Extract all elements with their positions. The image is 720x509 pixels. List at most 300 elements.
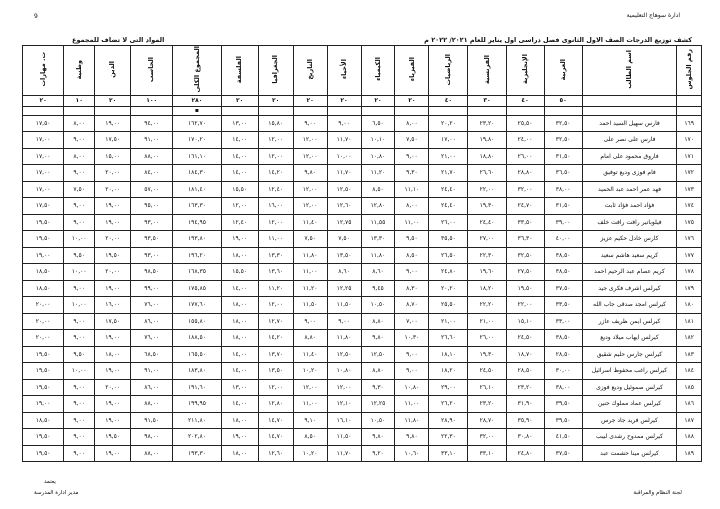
student-row: [23, 396, 702, 413]
grade-cell: ١٨,٠٠: [221, 330, 258, 347]
student-name-cell: فام فوزى وديع توفيق: [582, 165, 677, 182]
grade-cell: ١٩٩,٩٥: [173, 396, 221, 413]
grade-cell: ١٢,٨٠: [258, 396, 293, 413]
grade-cell: ١٨,٠٠: [221, 412, 258, 429]
grade-cell: ٨,٥٠: [395, 247, 429, 264]
grade-cell: ٢٤,٤٠: [429, 198, 468, 215]
grade-cell: ٩,٠٠: [64, 132, 95, 149]
grade-cell: ٢١,٠٠: [429, 313, 468, 330]
grade-cell: ٣٩,٥٠: [544, 412, 582, 429]
grade-cell: ١٦٢,٧٠: [173, 115, 221, 132]
grade-cell: ٢٨,٥٠: [506, 363, 544, 380]
grade-cell: ٣٠: [468, 95, 506, 106]
grade-cell: ١٩,٠٠: [95, 214, 131, 231]
grade-cell: ١٢,٠٠: [258, 297, 293, 314]
grade-cell: ١٩,٠٠: [95, 115, 131, 132]
grade-cell: ١٨,٥٠: [23, 412, 64, 429]
grade-cell: ١٩,٨٠: [468, 132, 506, 149]
student-row: [23, 115, 702, 132]
student-row: [23, 247, 702, 264]
grade-cell: [544, 106, 582, 115]
grade-cell: ١١,٥٠: [293, 297, 327, 314]
grade-cell: ٨,٥٠: [293, 429, 327, 446]
grade-cell: ٢٠,٠٠: [95, 264, 131, 281]
grade-cell: ٢٤,٠٠: [506, 132, 544, 149]
grade-cell: ١٣,٣٠: [258, 247, 293, 264]
grade-cell: ٩,٣٠: [395, 165, 429, 182]
grade-cell: ١٠,٨٠: [395, 379, 429, 396]
grade-cell: ١٨,٨٠: [468, 148, 506, 165]
grade-cell: ١٨٣,٨٠: [173, 363, 221, 380]
grade-cell: [258, 106, 293, 115]
grade-cell: ١٨,٠٠: [221, 247, 258, 264]
grade-cell: ١٦٣,٣٠: [173, 198, 221, 215]
grade-cell: ١٩,٥٠: [95, 429, 131, 446]
student-name-cell: كيرلس ممدوح رشدى لبيب: [582, 429, 677, 446]
grade-cell: ١٩٣,٨٠: [173, 231, 221, 248]
column-header: [395, 46, 429, 96]
grade-cell: ٩,٠٠: [64, 412, 95, 429]
grade-cell: ٨,٦٠: [327, 264, 361, 281]
grade-cell: ٩,٨٠: [361, 330, 395, 347]
grade-cell: ١٤,٠٠: [221, 346, 258, 363]
student-name-cell: كيرلس عماد مملوك حنين: [582, 396, 677, 413]
grade-cell: ١٩,٦٠: [468, 264, 506, 281]
grade-cell: ٣٦,٥٠: [544, 165, 582, 182]
grade-cell: ١١,٠٠: [395, 396, 429, 413]
student-name-cell: كريم سعيد هاشم سعيد: [582, 247, 677, 264]
grade-cell: ١٠,٢٠: [293, 445, 327, 462]
seat-number-cell: ١٧٨: [677, 264, 702, 281]
grade-cell: ٢٨,٥٠: [544, 346, 582, 363]
student-row: [23, 363, 702, 380]
grade-cell: ١٨,٢٠: [429, 363, 468, 380]
column-header: [64, 46, 95, 96]
grade-cell: ٩١,٠٠: [131, 132, 173, 149]
grade-cell: ٣٣,١٠: [468, 445, 506, 462]
grade-cell: ١٠,٥٠: [361, 412, 395, 429]
grade-cell: ١٠,٠٠: [64, 231, 95, 248]
grade-cell: [95, 106, 131, 115]
grade-cell: ٢٢,٠٠: [506, 297, 544, 314]
grade-cell: ٢٠,٠٠: [23, 313, 64, 330]
student-row: [23, 297, 702, 314]
grade-cell: ٣٥,٩٠: [506, 412, 544, 429]
grade-cell: ١٠,٣٠: [395, 330, 429, 347]
grade-cell: ١٧,٠٠: [23, 148, 64, 165]
grade-cell: ٢٠,٠٠: [23, 297, 64, 314]
grade-cell: ٣٧,٥٠: [544, 445, 582, 462]
column-header-label: الفيزياء: [407, 57, 416, 82]
column-header-label: العربية: [558, 58, 567, 80]
grade-cell: ٧٦,٠٠: [131, 330, 173, 347]
column-header-label: الأحياء: [339, 59, 348, 80]
grade-cell: ٢٥,٥٠: [506, 115, 544, 132]
grade-cell: ١٩,٥٠: [23, 214, 64, 231]
grade-cell: ٣٠,٨٠: [506, 429, 544, 446]
seat-number-cell: ١٧١: [677, 148, 702, 165]
grade-cell: ٥٠: [544, 95, 582, 106]
grade-cell: ٨,٠٠: [64, 148, 95, 165]
grade-cell: ١١,٠٠: [395, 214, 429, 231]
grade-cell: ١٠,٨٠: [361, 148, 395, 165]
grade-cell: ٩,٨٠: [361, 429, 395, 446]
column-header-label: الرياضيات: [444, 53, 453, 86]
grade-cell: ١٧,٠٠: [23, 181, 64, 198]
grade-cell: ١١,٠٠: [293, 396, 327, 413]
grade-cell: ٨,٨٠: [361, 313, 395, 330]
grade-cell: ٩,٠٠: [64, 445, 95, 462]
grade-cell: ١٣,٠٠: [221, 115, 258, 132]
grade-cell: ٢٦,٠٠: [468, 330, 506, 347]
grade-cell: ٢٠: [95, 95, 131, 106]
grade-cell: ١٩,٥٠: [23, 429, 64, 446]
grade-cell: ٢٠,٠٠: [95, 231, 131, 248]
grade-cell: ١٩,٥٠: [23, 363, 64, 380]
student-name-cell: فيلوباتير رافت رافت خلف: [582, 214, 677, 231]
grade-cell: ٢٤,٥٠: [506, 330, 544, 347]
approval-label: يعتمد: [44, 479, 56, 485]
grade-cell: ٩,٠٠: [395, 264, 429, 281]
grade-cell: ١٢,٠٠: [293, 379, 327, 396]
grade-cell: ١٢,٦٠: [327, 198, 361, 215]
committee-label: لجنة النظام والمراقبة: [633, 490, 682, 496]
grade-cell: ٥٧,٠٠: [131, 181, 173, 198]
grade-cell: ١٢,٨٠: [361, 198, 395, 215]
grade-cell: ١١,٧٠: [327, 445, 361, 462]
grade-cell: ٢٢,٣٠: [429, 429, 468, 446]
grade-cell: ١٢,٠٠: [258, 148, 293, 165]
seat-number-cell: ١٧٣: [677, 181, 702, 198]
grade-cell: ٢٠: [23, 95, 64, 106]
column-header: [23, 46, 64, 96]
grade-cell: ٦,٥٠: [361, 115, 395, 132]
grade-cell: ٢٠,٠٠: [95, 181, 131, 198]
grade-cell: ٩,٨٠: [293, 165, 327, 182]
grade-cell: ٢٣,٢٠: [468, 115, 506, 132]
grade-cell: ١٠,٨٠: [327, 363, 361, 380]
grade-cell: ١٩,٠٠: [95, 198, 131, 215]
grade-cell: ٣٣,٥٠: [544, 297, 582, 314]
grade-cell: ٢٦,٦٠: [429, 330, 468, 347]
grade-cell: [506, 106, 544, 115]
column-header-label: التاريخ: [305, 58, 314, 80]
student-row: [23, 429, 702, 446]
grade-cell: ١١,٥٠: [327, 429, 361, 446]
grade-cell: ٨,٨٠: [361, 363, 395, 380]
column-header-label: ت. مهارات: [38, 52, 47, 87]
grade-cell: ١٩,٠٠: [95, 280, 131, 297]
grade-cell: ٢٢,٢٠: [468, 297, 506, 314]
grade-cell: ٣٨,٥٠: [544, 264, 582, 281]
grade-cell: ٣٣,٠٠: [544, 313, 582, 330]
grade-cell: ١٢,٠٠: [293, 148, 327, 165]
student-row: [23, 231, 702, 248]
grade-cell: ٢٢,٠٠: [468, 181, 506, 198]
grade-cell: ١٢,٥٠: [361, 346, 395, 363]
grade-cell: ١٤,٢٠: [258, 330, 293, 347]
grade-cell: ٩,١٠: [293, 412, 327, 429]
grade-cell: ٦٨,٥٠: [131, 346, 173, 363]
grade-cell: ٩,٠٠: [395, 346, 429, 363]
grade-cell: ٩,٠٠: [293, 313, 327, 330]
grade-cell: ٩,٠٠: [64, 214, 95, 231]
grade-cell: ١١,٨٠: [293, 247, 327, 264]
student-row: [23, 132, 702, 149]
grade-cell: ١٩,٥٠: [23, 445, 64, 462]
column-header: [258, 46, 293, 96]
student-name-cell: [582, 106, 677, 115]
student-name-cell: كيرلس فريد جاد جرس: [582, 412, 677, 429]
student-row: [23, 330, 702, 347]
grade-cell: ٣٨,٠٠: [544, 181, 582, 198]
grade-cell: ٢٠: [327, 95, 361, 106]
grade-cell: ١١,٧٠: [327, 165, 361, 182]
student-row: [23, 148, 702, 165]
grade-cell: ٩٤,٠٠: [131, 115, 173, 132]
grade-cell: ٤٠: [506, 95, 544, 106]
grade-cell: ١٨٨,٥٠: [173, 330, 221, 347]
grade-cell: ٨,٠٠: [64, 115, 95, 132]
student-name-cell: فارس سهيل السيد احمد: [582, 115, 677, 132]
student-name-cell: كريم عصام عبد الرحيم احمد: [582, 264, 677, 281]
seat-number-cell: ١٧٠: [677, 132, 702, 149]
grade-cell: ٣٩,٥٠: [544, 396, 582, 413]
grade-cell: ١٢,٥٠: [327, 181, 361, 198]
grade-cell: ٢٦,٦٠: [468, 165, 506, 182]
grade-cell: ٩,٠٠: [64, 330, 95, 347]
grade-cell: ٢٠: [221, 95, 258, 106]
grade-cell: ٤٠: [429, 95, 468, 106]
grade-cell: ١٩,٠٠: [221, 231, 258, 248]
grade-cell: ٣٢,٥٠: [544, 115, 582, 132]
grade-cell: ٢١,٧٠: [429, 165, 468, 182]
grade-cell: ٨,٥٠: [361, 181, 395, 198]
seat-number-cell: ١٧٢: [677, 165, 702, 182]
grade-cell: ٩٩,٠٠: [131, 280, 173, 297]
grade-cell: ٧,٠٠: [395, 313, 429, 330]
grade-cell: ١٩,٥٠: [23, 379, 64, 396]
grade-cell: ٨٦,٠٠: [131, 379, 173, 396]
grade-cell: [221, 106, 258, 115]
grade-cell: ٣٢,٥٠: [506, 247, 544, 264]
student-name-cell: كيرلس ايمن ظريف عازر: [582, 313, 677, 330]
grade-cell: ١٢,٥٠: [327, 346, 361, 363]
grade-cell: ١١,٨٠: [395, 412, 429, 429]
grade-cell: ٩٣,٥٠: [131, 231, 173, 248]
grade-cell: ٨,٠٠: [395, 198, 429, 215]
column-header: [95, 46, 131, 96]
grade-cell: ٨,٠٠: [395, 115, 429, 132]
grade-cell: ٢٤,٤٠: [468, 214, 506, 231]
grade-cell: ٢١١,٨٠: [173, 412, 221, 429]
grade-cell: ٨٤,٠٠: [131, 165, 173, 182]
grade-cell: ١٤,٢٠: [258, 165, 293, 182]
grade-cell: ١٣,٥٠: [327, 247, 361, 264]
grade-cell: ١٠,٢٠: [293, 363, 327, 380]
grade-cell: ٢٥,٥٠: [429, 297, 468, 314]
grade-cell: ٩,٠٠: [327, 313, 361, 330]
grade-cell: ١٩١,٦٠: [173, 379, 221, 396]
student-name-cell: كيرلس اشرف فكرى جيد: [582, 280, 677, 297]
grade-cell: [23, 106, 64, 115]
grade-cell: ٢٧,٠٠: [468, 231, 506, 248]
grade-cell: ١١,٠٠: [293, 264, 327, 281]
column-header-label: الفرنسية: [482, 54, 491, 84]
grade-cell: ٩,٠٠: [327, 115, 361, 132]
grade-cell: ١٢,٤٠: [221, 214, 258, 231]
grade-cell: ٢٩,٠٠: [429, 379, 468, 396]
column-header: [506, 46, 544, 96]
grade-cell: ١٤,٠٠: [221, 363, 258, 380]
seat-number-cell: [677, 95, 702, 106]
grade-cell: ٧,٥٠: [395, 132, 429, 149]
seat-number-cell: ١٨٢: [677, 330, 702, 347]
grade-cell: [131, 106, 173, 115]
grade-cell: ١٢,٠٠: [327, 379, 361, 396]
grade-cell: ١٠: [64, 95, 95, 106]
grade-cell: ١١,٧٠: [327, 132, 361, 149]
column-header-label: الحاسب: [147, 56, 156, 82]
grade-cell: ١٩,٣٠: [468, 346, 506, 363]
grade-cell: ٣٣,٥٠: [506, 214, 544, 231]
grade-cell: ١٩,٠٠: [221, 429, 258, 446]
grade-cell: ٨,٣٠: [395, 280, 429, 297]
grade-cell: ١٤,٠٠: [221, 148, 258, 165]
grade-cell: ٧,٥٠: [293, 231, 327, 248]
grade-cell: ١٦,١٠: [327, 412, 361, 429]
grade-cell: ٩١,٥٠: [131, 412, 173, 429]
grade-cell: ١٢,٤٠: [258, 181, 293, 198]
seat-number-cell: ١٨٧: [677, 412, 702, 429]
grade-cell: ٩١,٠٠: [131, 363, 173, 380]
grade-cell: ٩,٠٠: [64, 429, 95, 446]
seat-number-cell: ١٨٠: [677, 297, 702, 314]
grade-cell: ٩,٠٠: [395, 363, 429, 380]
grade-cell: [361, 106, 395, 115]
column-header-label: اسم الطالب: [625, 49, 634, 89]
grade-cell: ١٦,٠٠: [95, 297, 131, 314]
grade-cell: ٣٨,٥٠: [544, 247, 582, 264]
seat-number-cell: ١٨٨: [677, 429, 702, 446]
grade-cell: ١٨,٠٠: [221, 297, 258, 314]
grade-cell: ٢٣,٢٠: [468, 396, 506, 413]
grade-cell: ١٠,١٠: [361, 132, 395, 149]
grade-cell: ٢٤,٥٠: [468, 363, 506, 380]
grade-cell: ١٣,٧٠: [258, 346, 293, 363]
grade-cell: ١٥,٠٠: [95, 148, 131, 165]
grade-cell: ١٧,٥٠: [23, 115, 64, 132]
grade-cell: ١٠,٦٠: [395, 445, 429, 462]
grade-cell: ١٧٠,٢٠: [173, 132, 221, 149]
grade-cell: [395, 106, 429, 115]
student-name-cell: كيرلس صموئيل وديع فوزى: [582, 379, 677, 396]
grade-cell: ٢٠,٢٠: [429, 280, 468, 297]
grade-cell: ١٠٠: [131, 95, 173, 106]
student-name-cell: فهد عمر احمد عبد الحميد: [582, 181, 677, 198]
grade-cell: ٩,٢٠: [361, 445, 395, 462]
grade-cell: ١٢,٢٥: [361, 396, 395, 413]
grade-cell: ١٨,٠٠: [221, 313, 258, 330]
grade-cell: ٢٠: [361, 95, 395, 106]
grade-cell: ١٢,٧٥: [327, 214, 361, 231]
grade-cell: ١٣,٣٠: [361, 231, 395, 248]
grade-cell: ١١,٢٠: [361, 165, 395, 182]
grade-cell: ١٢,٠٠: [258, 214, 293, 231]
grade-cell: ١٩,٥٠: [23, 231, 64, 248]
grade-cell: ٧,٥٠: [327, 231, 361, 248]
grade-cell: ٣١,٥٠: [544, 148, 582, 165]
student-name-cell: فاروق محمود على امام: [582, 148, 677, 165]
column-header-label: الفلسفة: [235, 55, 244, 83]
column-header-label: الدين: [108, 60, 117, 78]
grade-cell: ١٤,٠٠: [221, 280, 258, 297]
student-row: [23, 412, 702, 429]
student-row: [23, 280, 702, 297]
grade-cell: ٣٠,٠٠: [544, 363, 582, 380]
grade-cell: ١٥,٨٠: [258, 115, 293, 132]
grade-cell: ٤٠,٠٠: [544, 231, 582, 248]
column-header: [582, 46, 677, 96]
grade-cell: ١٣,٥٠: [258, 363, 293, 380]
grade-cell: ٩,٠٠: [64, 165, 95, 182]
grade-cell: ٩,٥٠: [395, 231, 429, 248]
grade-cell: ١٢,٠٠: [258, 379, 293, 396]
grade-cell: ١٢,١٠: [327, 396, 361, 413]
principal-label: مدير ادارة المدرسة: [34, 490, 79, 496]
grade-cell: ٩,٠٠: [64, 379, 95, 396]
seat-number-cell: ١٨٦: [677, 396, 702, 413]
grade-cell: ١٤,٠٠: [221, 165, 258, 182]
column-header-label: الجغرافيا: [271, 54, 280, 84]
grade-cell: ١٤,٧٠: [258, 429, 293, 446]
department-title: ادارة سوهاج التعليمية: [626, 12, 680, 19]
grade-cell: ١٣,٦٠: [258, 264, 293, 281]
grade-cell: [293, 106, 327, 115]
student-row: [23, 181, 702, 198]
grade-cell: ١٧,٥٠: [95, 313, 131, 330]
grade-cell: [429, 106, 468, 115]
grade-cell: ١٨,٥٠: [23, 280, 64, 297]
grade-cell: ٣٢,٥٠: [544, 132, 582, 149]
grade-cell: ٩,٠٠: [64, 198, 95, 215]
grade-cell: ٢٤,٨٠: [506, 445, 544, 462]
seat-number-cell: ١٧٥: [677, 214, 702, 231]
grade-cell: ١٢,٦٠: [258, 445, 293, 462]
grade-cell: ١٩,٣٠: [468, 198, 506, 215]
grade-cell: ١٢,٧٠: [258, 313, 293, 330]
grade-cell: ٨,٨٠: [293, 330, 327, 347]
student-name-cell: كيرلس جارس حليم شقيق: [582, 346, 677, 363]
grade-cell: ١٧٥,٨٥: [173, 280, 221, 297]
column-header: [327, 46, 361, 96]
grade-cell: ٩٣,٠٠: [131, 214, 173, 231]
seat-number-cell: ١٧٧: [677, 247, 702, 264]
grade-cell: ١٨,٠٠: [95, 346, 131, 363]
grade-cell: ١٩٦,٢٠: [173, 247, 221, 264]
grade-cell: ١٥٥,٨٠: [173, 313, 221, 330]
grade-cell: ١٦٥,٥٠: [173, 346, 221, 363]
grade-cell: ٢٤,٧٠: [506, 198, 544, 215]
grade-cell: ٢٠,٠٠: [95, 379, 131, 396]
grade-cell: ١٩٣,٣٠: [173, 445, 221, 462]
student-row: [23, 313, 702, 330]
grade-cell: ٢٦,٢٠: [429, 396, 468, 413]
seat-number-cell: ١٨١: [677, 313, 702, 330]
grade-cell: ١٠,٥٠: [361, 297, 395, 314]
grade-cell: ١١,٨٠: [361, 247, 395, 264]
grade-cell: ٢٠: [395, 95, 429, 106]
